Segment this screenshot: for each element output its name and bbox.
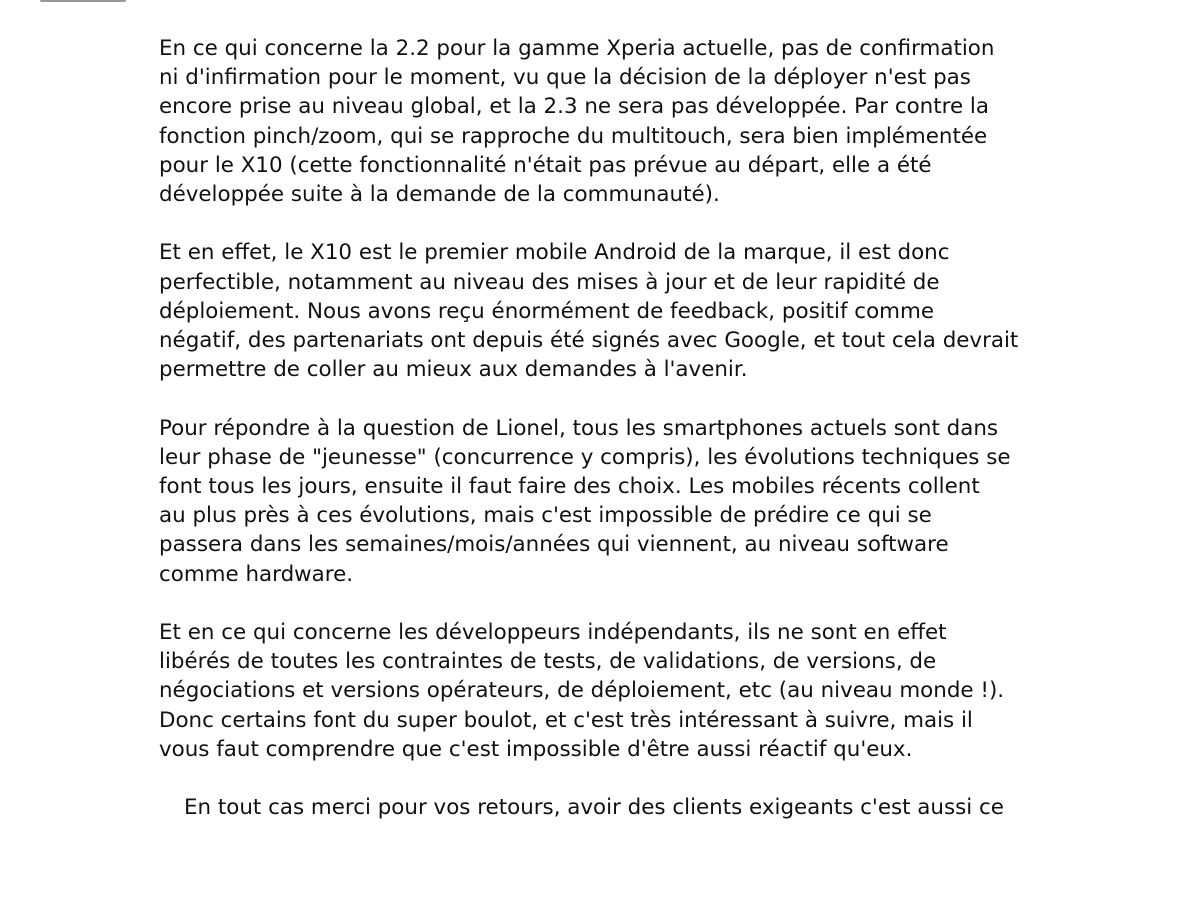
text-line: Et en effet, le X10 est le premier mobile Android de la marque, il est donc [159, 240, 950, 266]
text-line: négatif, des partenariats ont depuis été signés avec Google, et tout cela devrait [159, 328, 1019, 354]
text-line: En tout cas merci pour vos retours, avoir des clients exigeants c'est aussi ce [184, 795, 1004, 821]
text-line: permettre de coller au mieux aux demandes à l'avenir. [159, 357, 748, 383]
text-line: encore prise au niveau global, et la 2.3 ne sera pas développée. Par contre la [159, 94, 989, 120]
text-line: vous faut comprendre que c'est impossible d'être aussi réactif qu'eux. [159, 736, 913, 762]
text-line: perfectible, notamment au niveau des mises à jour et de leur rapidité de [159, 269, 940, 295]
text-line: au plus près à ces évolutions, mais c'est impossible de prédire ce qui se [159, 503, 932, 529]
text-line: En ce qui concerne la 2.2 pour la gamme Xperia actuelle, pas de confirmation [159, 36, 995, 61]
cropped-text-fragment [40, 0, 130, 2]
text-line: leur phase de "jeunesse" (concurrence y compris), les évolutions techniques se [159, 444, 1011, 470]
paragraph-x10-android [159, 238, 1159, 384]
text-line: passera dans les semaines/mois/années qui viennent, au niveau software [159, 532, 949, 558]
text-line: comme hardware. [159, 561, 354, 587]
text-line: négociations et versions opérateurs, de déploiement, etc (au niveau monde !). [159, 678, 1005, 704]
text-line: Donc certains font du super boulot, et c'est très intéressant à suivre, mais il [159, 707, 973, 733]
text-line: déploiement. Nous avons reçu énormément de feedback, positif comme [159, 298, 934, 324]
text-line: fonction pinch/zoom, qui se rapproche du multitouch, sera bien implémentée [159, 123, 988, 149]
paragraph-lionel-question [159, 414, 1159, 589]
text-line: libérés de toutes les contraintes de tests, de validations, de versions, de [159, 649, 937, 675]
text-line: Et en ce qui concerne les développeurs indépendants, ils ne sont en effet [159, 620, 947, 646]
paragraph-independent-developers [159, 618, 1159, 764]
paragraph-closing [184, 793, 1159, 822]
paragraph-xperia-update [159, 34, 1159, 209]
text-line: pour le X10 (cette fonctionnalité n'était pas prévue au départ, elle a été [159, 152, 932, 178]
text-line: développée suite à la demande de la communauté). [159, 182, 720, 208]
cropped-text-stroke [40, 0, 126, 2]
text-line: Pour répondre à la question de Lionel, tous les smartphones actuels sont dans [159, 415, 999, 441]
article-body [159, 34, 1159, 852]
text-line: font tous les jours, ensuite il faut faire des choix. Les mobiles récents collent [159, 474, 980, 500]
text-line: ni d'infirmation pour le moment, vu que la décision de la déployer n'est pas [159, 65, 971, 91]
